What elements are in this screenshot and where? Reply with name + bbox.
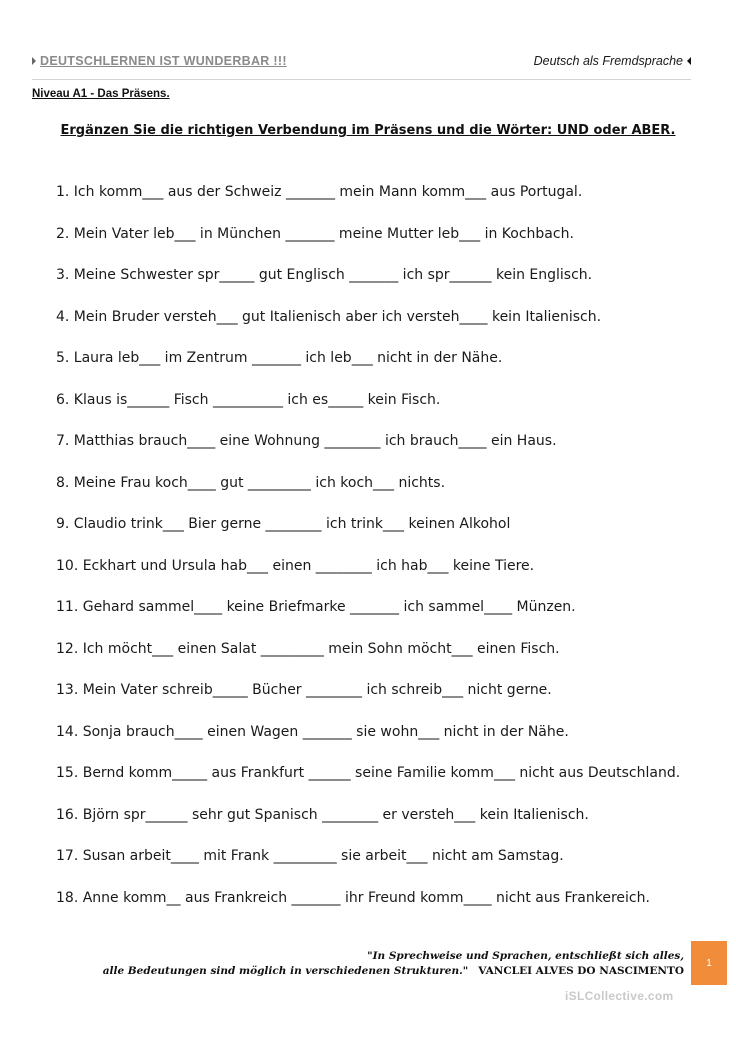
exercise-item: 7. Matthias brauch____ eine Wohnung ________ ich brauch____ ein Haus. <box>56 433 557 449</box>
exercise-item: 2. Mein Vater leb___ in München _______ meine Mutter leb___ in Kochbach. <box>56 225 574 242</box>
header-divider <box>32 79 691 80</box>
exercise-item: 3. Meine Schwester spr_____ gut Englisch _______ ich spr______ kein Englisch. <box>56 267 593 283</box>
exercise-item: 12. Ich möcht___ einen Salat _________ mein Sohn möcht___ einen Fisch. <box>56 640 560 657</box>
exercise-item: 10. Eckhart und Ursula hab___ einen ________ ich hab___ keine Tiere. <box>56 557 535 574</box>
header-right-title: Deutsch als Fremdsprache <box>533 54 683 68</box>
exercise-item: 14. Sonja brauch____ einen Wagen _______ sie wohn___ nicht in der Nähe. <box>56 723 569 740</box>
header-right <box>534 54 691 68</box>
triangle-right-icon <box>32 57 36 65</box>
exercise-item: 1. Ich komm___ aus der Schweiz _______ mein Mann komm___ aus Portugal. <box>56 184 583 200</box>
exercise-item: 16. Björn spr______ sehr gut Spanisch ________ er versteh___ kein Italienisch. <box>56 806 589 823</box>
brand-watermark: iSLCollective.com <box>565 989 674 1003</box>
exercise-item: 13. Mein Vater schreib_____ Bücher ________ ich schreib___ nicht gerne. <box>56 682 552 698</box>
exercise-item: 5. Laura leb___ im Zentrum _______ ich leb___ nicht in der Nähe. <box>56 350 503 366</box>
level-label: Niveau A1 - Das Präsens. <box>32 88 170 100</box>
footer-quote <box>103 949 684 979</box>
exercise-item: 6. Klaus is______ Fisch __________ ich es_____ kein Fisch. <box>56 391 441 408</box>
exercise-item: 11. Gehard sammel____ keine Briefmarke _______ ich sammel____ Münzen. <box>56 599 576 615</box>
page-number-badge <box>691 941 727 985</box>
exercise-item: 9. Claudio trink___ Bier gerne ________ ich trink___ keinen Alkohol <box>56 516 511 532</box>
header-left-title: DEUTSCHLERNEN IST WUNDERBAR !!! <box>40 54 287 68</box>
exercise-item: 8. Meine Frau koch____ gut _________ ich koch___ nichts. <box>56 474 446 491</box>
quote-line-2: alle Bedeutungen sind möglich in verschiedenen Strukturen." <box>102 965 469 977</box>
header-left <box>32 54 287 68</box>
page-header <box>32 54 691 72</box>
exercise-list <box>56 182 716 929</box>
exercise-item: 15. Bernd komm_____ aus Frankfurt ______ seine Familie komm___ nicht aus Deutschland. <box>56 765 681 781</box>
page-number: 1 <box>706 957 712 969</box>
quote-line-1: "In Sprechweise und Sprachen, entschließt sich alles, <box>367 950 684 962</box>
exercise-item: 18. Anne komm__ aus Frankreich _______ ihr Freund komm____ nicht aus Frankereich. <box>56 889 650 906</box>
quote-author: VANCLEI ALVES DO NASCIMENTO <box>478 965 684 977</box>
exercise-item: 17. Susan arbeit____ mit Frank _________ sie arbeit___ nicht am Samstag. <box>56 848 564 864</box>
exercise-instruction: Ergänzen Sie die richtigen Verbendung im Präsens und die Wörter: UND oder ABER. <box>60 123 676 138</box>
exercise-item: 4. Mein Bruder versteh___ gut Italienisch aber ich versteh____ kein Italienisch. <box>56 308 602 325</box>
triangle-left-icon <box>687 57 691 65</box>
